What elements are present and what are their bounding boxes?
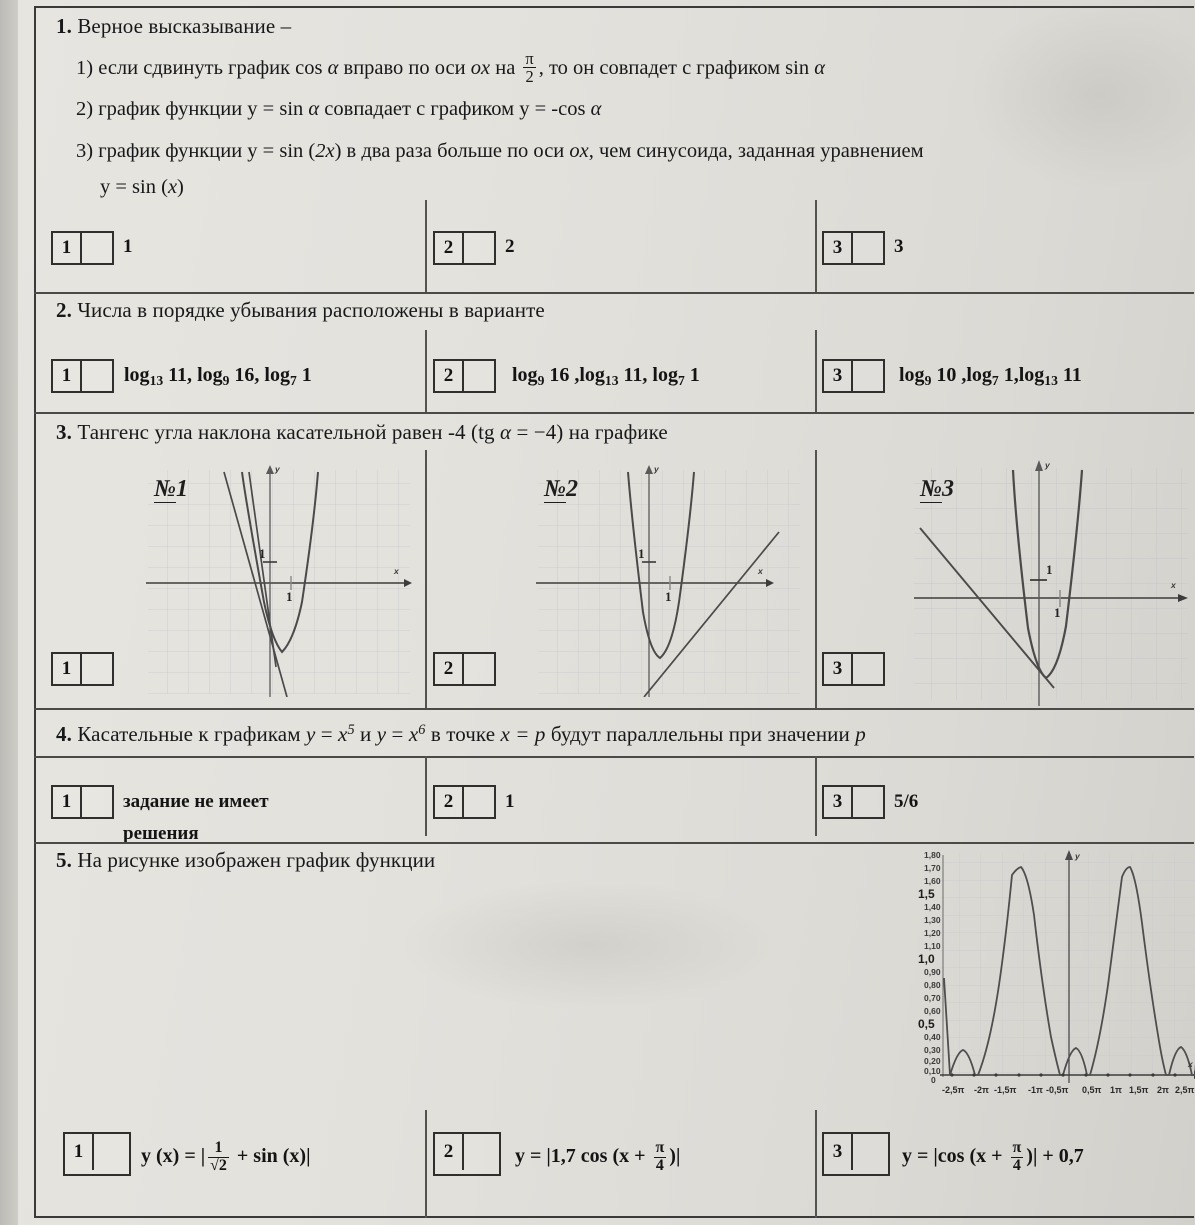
ytick-0-10: 0,10 <box>924 1066 941 1076</box>
ytick-1-40: 1,40 <box>924 902 941 912</box>
ytick-1-80: 1,80 <box>924 850 941 860</box>
question-4-number: 4. <box>56 722 72 747</box>
question-5-number: 5. <box>56 848 72 872</box>
question-2-heading <box>56 298 545 323</box>
answer-box-q3-opt3[interactable] <box>822 652 885 686</box>
option-label-q4-1b: решения <box>123 823 199 844</box>
answer-blank[interactable] <box>853 654 883 684</box>
answer-blank[interactable] <box>853 361 883 391</box>
option-number: 1 <box>53 787 82 817</box>
statement-3-a: график функции y = sin ( <box>98 140 316 162</box>
ytick-1-60: 1,60 <box>924 876 941 886</box>
xtick-minus-2-5pi: -2,5π <box>942 1085 965 1095</box>
question-1-statement-3-cont <box>100 176 184 199</box>
section-divider-1 <box>34 292 1194 294</box>
expr-x: x <box>167 176 178 198</box>
answer-blank[interactable] <box>82 787 112 817</box>
question-3-number: 3. <box>56 420 72 444</box>
answer-blank[interactable] <box>94 1134 129 1170</box>
section-divider-2 <box>34 412 1194 414</box>
function-graph-chart <box>916 845 1195 1113</box>
column-divider <box>815 756 817 836</box>
column-divider <box>815 200 817 292</box>
answer-blank[interactable] <box>853 1134 888 1170</box>
question-1-statement-2 <box>76 98 601 121</box>
xtick-minus-1-5pi: -1,5π <box>994 1085 1017 1095</box>
ytick-0-60: 0,60 <box>924 1006 941 1016</box>
statement-3-c: , чем синусоида, заданная уравнением <box>588 140 924 162</box>
graph-no3-x-axis-label: x <box>1171 580 1176 590</box>
graph-no2 <box>536 462 806 697</box>
option-label-q1-1: 1 <box>123 236 133 257</box>
graph-no2-y-axis-label: y <box>654 464 659 474</box>
section-divider-3 <box>34 708 1194 710</box>
option-number: 3 <box>824 1134 853 1170</box>
option-label-q1-3: 3 <box>894 236 904 257</box>
chart-x-axis-label: x <box>1188 1059 1193 1069</box>
question-1-prompt: Верное высказывание – <box>77 14 292 38</box>
ytick-1-0: 1,0 <box>918 952 935 966</box>
option-label-q4-3: 5/6 <box>894 791 919 812</box>
graph-no3-y-axis-label: y <box>1045 460 1050 470</box>
answer-box-q1-opt3[interactable] <box>822 231 885 265</box>
answer-box-q4-opt2[interactable] <box>433 785 496 819</box>
statement-1-mid2: на <box>490 57 521 80</box>
graph-no2-ytick: 1 <box>638 546 645 561</box>
fraction-1-sqrt2: $\frac{1}{√2}$ <box>210 1139 227 1174</box>
xtick-0-5pi: 0,5π <box>1082 1085 1102 1095</box>
statement-1-pre: если сдвинуть график cos <box>98 57 328 80</box>
xtick-minus-2pi: -2π <box>974 1085 989 1095</box>
answer-box-q3-opt1[interactable] <box>51 652 114 686</box>
option-number: 2 <box>435 1134 464 1170</box>
statement-2-b: совпадает с графиком y = -cos <box>319 98 591 120</box>
alpha-symbol: α <box>327 57 339 80</box>
question-4-prompt-a: Касательные к графикам <box>77 722 306 747</box>
worksheet-page <box>18 0 1195 1225</box>
answer-box-q4-opt3[interactable] <box>822 785 885 819</box>
answer-box-q5-opt1[interactable] <box>63 1132 131 1176</box>
option-label-q5-3: y = |cos (x + $\frac{\pi}{4}$ )| + 0,7 <box>902 1139 1084 1174</box>
graph-no3-xtick: 1 <box>1054 605 1061 620</box>
statement-3-cont-b: ) <box>177 176 184 198</box>
graph-no1-title: №1 <box>154 476 188 502</box>
option-number: 3 <box>824 233 853 263</box>
answer-blank[interactable] <box>853 787 883 817</box>
option-label-q2-1: log13 11, log9 16, log7 1 <box>124 364 312 388</box>
statement-3-index: 3) <box>76 140 94 162</box>
answer-blank[interactable] <box>464 1134 499 1170</box>
statement-1-index: 1) <box>76 57 94 80</box>
question-5-prompt: На рисунке изображен график функции <box>77 848 436 872</box>
option-number: 2 <box>435 654 464 684</box>
option-number: 2 <box>435 787 464 817</box>
answer-box-q5-opt2[interactable] <box>433 1132 501 1176</box>
alpha-symbol: α <box>499 420 512 444</box>
statement-1-post: , то он совпадет с графиком sin <box>538 57 815 80</box>
question-4-rule <box>34 756 1194 758</box>
option-label-q4-1: задание не имеет <box>123 791 269 812</box>
statement-2-index: 2) <box>76 98 94 120</box>
axis-ox: ox <box>569 140 589 162</box>
answer-blank[interactable] <box>464 233 494 263</box>
option-number: 2 <box>435 233 464 263</box>
expr-x-equals-p: x = p <box>500 722 546 747</box>
answer-box-q5-opt3[interactable] <box>822 1132 890 1176</box>
answer-blank[interactable] <box>464 787 494 817</box>
option-number: 1 <box>53 233 82 263</box>
graph-no1 <box>146 462 416 697</box>
fraction-pi-2: $\frac{\pi}{2}$ <box>525 49 534 87</box>
expr-2x: 2x <box>315 140 335 162</box>
ytick-0-20: 0,20 <box>924 1056 941 1066</box>
question-4-prompt-b: в точке <box>425 722 501 747</box>
var-p: p <box>855 722 866 747</box>
alpha-symbol: α <box>308 98 320 120</box>
ytick-0-30: 0,30 <box>924 1045 941 1055</box>
ytick-0-90: 0,90 <box>924 967 941 977</box>
ytick-0-5: 0,5 <box>918 1017 935 1031</box>
option-number: 3 <box>824 787 853 817</box>
answer-box-q3-opt2[interactable] <box>433 652 496 686</box>
function-graph-svg <box>916 845 1195 1113</box>
option-label-q2-2: log9 16 ,log13 11, log7 1 <box>512 364 700 388</box>
ytick-1-70: 1,70 <box>924 863 941 873</box>
option-label-q1-2: 2 <box>505 236 515 257</box>
option-number: 1 <box>53 654 82 684</box>
graph-no1-x-axis-label: x <box>394 566 399 576</box>
ytick-1-5: 1,5 <box>918 887 935 901</box>
column-divider <box>815 1110 817 1218</box>
column-divider <box>815 450 817 708</box>
axis-ox: ox <box>470 57 491 80</box>
column-divider <box>425 450 427 708</box>
answer-blank[interactable] <box>464 654 494 684</box>
question-4-prompt-c: будут параллельны при значении <box>545 722 856 747</box>
column-divider <box>425 330 427 412</box>
statement-2-a: график функции y = sin <box>98 98 309 120</box>
exponent-6: 6 <box>418 722 426 738</box>
graph-no1-ytick: 1 <box>259 546 266 561</box>
question-2-number: 2. <box>56 298 72 322</box>
answer-blank[interactable] <box>82 654 112 684</box>
xtick-minus-1pi: -1π <box>1028 1085 1043 1095</box>
question-1-statement-3 <box>76 140 924 163</box>
option-label-q5-2: y = |1,7 cos (x + $\frac{\pi}{4}$ )| <box>515 1139 681 1174</box>
alpha-symbol-2: α <box>814 57 825 80</box>
xtick-1pi: 1π <box>1110 1085 1122 1095</box>
answer-blank[interactable] <box>82 361 112 391</box>
ytick-0-80: 0,80 <box>924 980 941 990</box>
question-2-prompt: Числа в порядке убывания расположены в варианте <box>77 298 545 322</box>
fraction-pi-4: $\frac{\pi}{4}$ <box>655 1139 665 1174</box>
option-number: 1 <box>65 1134 94 1170</box>
option-label-q4-2: 1 <box>505 791 515 812</box>
graph-no2-title: №2 <box>544 476 578 502</box>
answer-blank[interactable] <box>853 233 883 263</box>
option-number: 2 <box>435 361 464 391</box>
graph-no1-xtick: 1 <box>286 589 293 604</box>
option-number: 3 <box>824 654 853 684</box>
question-5-heading <box>56 848 435 873</box>
page-left-edge <box>0 0 18 1225</box>
xtick-minus-0-5pi: -0,5π <box>1046 1085 1069 1095</box>
statement-1-mid: вправо по оси <box>338 57 471 80</box>
ytick-1-20: 1,20 <box>924 928 941 938</box>
statement-3-b: ) в два раза больше по оси <box>334 140 570 162</box>
xtick-2-5pi: 2,5π <box>1175 1085 1195 1095</box>
column-divider <box>425 756 427 836</box>
question-3-heading <box>56 420 668 445</box>
graph-no2-xtick: 1 <box>665 589 672 604</box>
answer-box-q2-opt2[interactable] <box>433 359 496 393</box>
question-1-statement-1 <box>76 50 825 85</box>
graph-no2-x-axis-label: x <box>758 566 763 576</box>
graph-no3-title: №3 <box>920 476 954 502</box>
answer-box-q4-opt1[interactable] <box>51 785 114 819</box>
answer-blank[interactable] <box>82 233 112 263</box>
xtick-1-5pi: 1,5π <box>1129 1085 1149 1095</box>
ytick-1-30: 1,30 <box>924 915 941 925</box>
question-1-heading <box>56 14 291 39</box>
fraction-pi-4: $\frac{\pi}{4}$ <box>1012 1139 1022 1174</box>
ytick-0-70: 0,70 <box>924 993 941 1003</box>
graph-no3 <box>906 458 1195 706</box>
column-divider <box>425 1110 427 1218</box>
section-divider-4 <box>34 842 1194 844</box>
ytick-1-10: 1,10 <box>924 941 941 951</box>
graph-no3-ytick: 1 <box>1046 562 1053 577</box>
question-4-heading: 4. Касательные к графикам $y = x^5$ и $y = x^6$ в точке x = p будут параллельны при значении p <box>56 722 866 747</box>
option-number: 1 <box>53 361 82 391</box>
option-number: 3 <box>824 361 853 391</box>
column-divider <box>425 200 427 292</box>
answer-box-q2-opt1[interactable] <box>51 359 114 393</box>
statement-3-cont-a: y = sin ( <box>100 176 168 198</box>
chart-y-axis-label: y <box>1075 851 1080 861</box>
ytick-0-40: 0,40 <box>924 1032 941 1042</box>
option-label-q2-3: log9 10 ,log7 1,log13 11 <box>899 364 1082 388</box>
answer-box-q1-opt2[interactable] <box>433 231 496 265</box>
question-3-prompt-b: = −4) на графике <box>511 420 668 444</box>
exponent-5: 5 <box>347 722 355 738</box>
question-1-number: 1. <box>56 14 72 38</box>
answer-box-q2-opt3[interactable] <box>822 359 885 393</box>
option-label-q5-1: y (x) = | $\frac{1}{√2}$ + sin (x)| <box>141 1139 311 1174</box>
ytick-0: 0 <box>931 1075 936 1085</box>
column-divider <box>815 330 817 412</box>
graph-no1-y-axis-label: y <box>275 464 280 474</box>
answer-box-q1-opt1[interactable] <box>51 231 114 265</box>
question-3-prompt-a: Тангенс угла наклона касательной равен -4 (tg <box>77 420 500 444</box>
xtick-2pi: 2π <box>1157 1085 1169 1095</box>
answer-blank[interactable] <box>464 361 494 391</box>
alpha-symbol-2: α <box>590 98 602 120</box>
